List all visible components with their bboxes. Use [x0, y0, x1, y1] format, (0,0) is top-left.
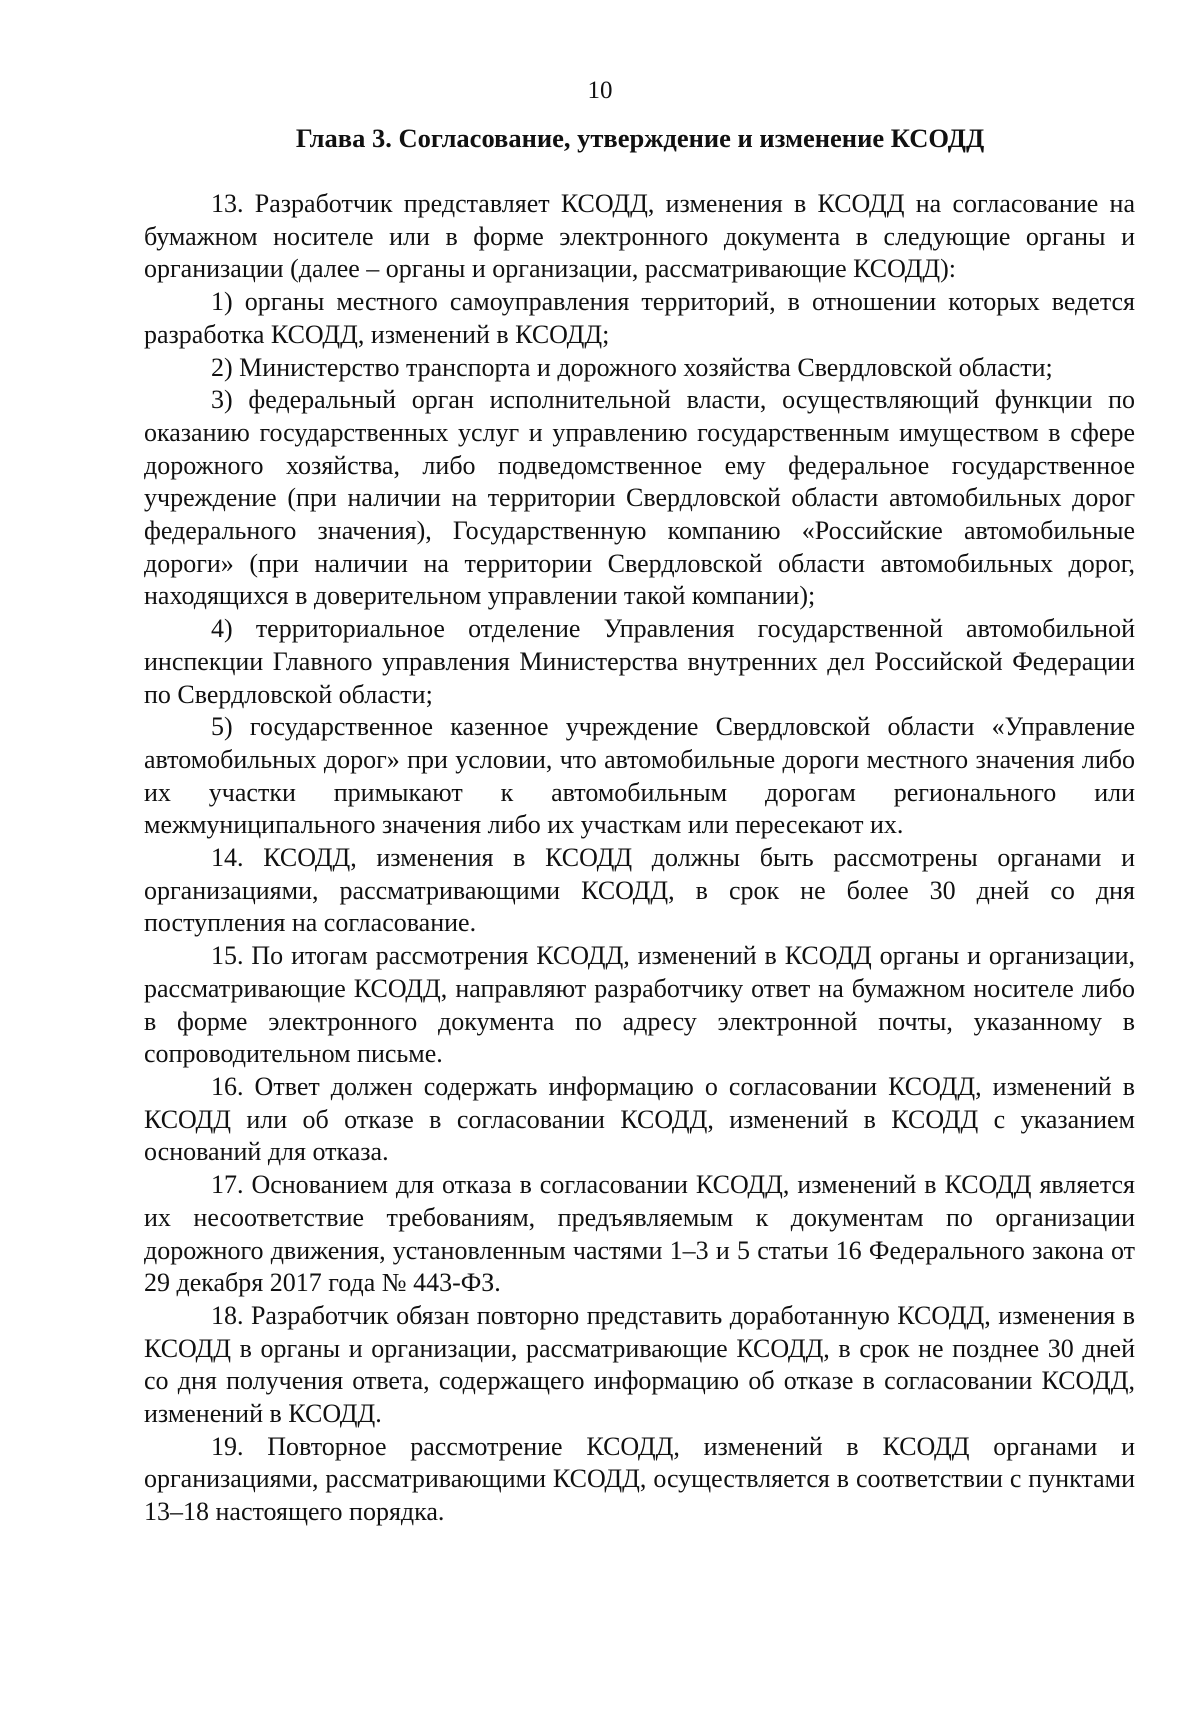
- paragraph-13-item-3: 3) федеральный орган исполнительной власти, осуществляющий функции по оказанию государственных услуг и управлению государственным имуществом в сфере дорожного хозяйства, либо подведомственное ему федеральное государственное учреждение (при наличии на территории Свердловской области автомобильных дорог федерального значения), Государственную компанию «Российские автомобильные дороги» (при наличии на территории Свердловской области автомобильных дорог, находящихся в доверительном управлении такой компании);: [144, 385, 1135, 611]
- paragraph-13-item-1: 1) органы местного самоуправления территорий, в отношении которых ведется разработка КСОДД, изменений в КСОДД;: [144, 287, 1135, 349]
- paragraph-18: 18. Разработчик обязан повторно представить доработанную КСОДД, изменения в КСОДД в органы и организации, рассматривающие КСОДД, в срок не позднее 30 дней со дня получения ответа, содержащего информацию об отказе в согласовании КСОДД, изменений в КСОДД.: [144, 1300, 1135, 1429]
- page-number: 10: [587, 77, 613, 104]
- paragraph-16: 16. Ответ должен содержать информацию о согласовании КСОДД, изменений в КСОДД или об отказе в согласовании КСОДД, изменений в КСОДД с указанием оснований для отказа.: [144, 1071, 1135, 1167]
- paragraph-15: 15. По итогам рассмотрения КСОДД, изменений в КСОДД органы и организации, рассматривающие КСОДД, направляют разработчику ответ на бумажном носителе либо в форме электронного документа по адресу электронной почты, указанному в сопроводительном письме.: [144, 941, 1135, 1069]
- paragraph-13: 13. Разработчик представляет КСОДД, изменения в КСОДД на согласование на бумажном носителе или в форме электронного документа в следующие органы и организации (далее – органы и организации, рассматривающие КСОДД):: [144, 189, 1135, 284]
- chapter-title: Глава 3. Согласование, утверждение и изменение КСОДД: [295, 123, 985, 153]
- document-body: [144, 188, 1135, 1529]
- paragraph-19: 19. Повторное рассмотрение КСОДД, изменений в КСОДД органами и организациями, рассматривающими КСОДД, осуществляется в соответствии с пунктами 13–18 настоящего порядка.: [144, 1431, 1135, 1527]
- paragraph-13-item-5: 5) государственное казенное учреждение Свердловской области «Управление автомобильных дорог» при условии, что автомобильные дороги местного значения либо их участки примыкают к автомобильным дорогам регионального или межмуниципального значения либо их участкам или пересекают их.: [144, 712, 1135, 840]
- paragraph-13-item-4: 4) территориальное отделение Управления государственной автомобильной инспекции Главного управления Министерства внутренних дел Российской Федерации по Свердловской области;: [144, 614, 1135, 709]
- paragraph-13-item-2: 2) Министерство транспорта и дорожного хозяйства Свердловской области;: [211, 352, 1053, 382]
- paragraph-14: 14. КСОДД, изменения в КСОДД должны быть рассмотрены органами и организациями, рассматривающими КСОДД, в срок не более 30 дней со дня поступления на согласование.: [144, 843, 1135, 938]
- paragraph-17: 17. Основанием для отказа в согласовании КСОДД, изменений в КСОДД является их несоответствие требованиям, предъявляемым к документам по организации дорожного движения, установленным частями 1–3 и 5 статьи 16 Федерального закона от 29 декабря 2017 года № 443-ФЗ.: [144, 1170, 1135, 1298]
